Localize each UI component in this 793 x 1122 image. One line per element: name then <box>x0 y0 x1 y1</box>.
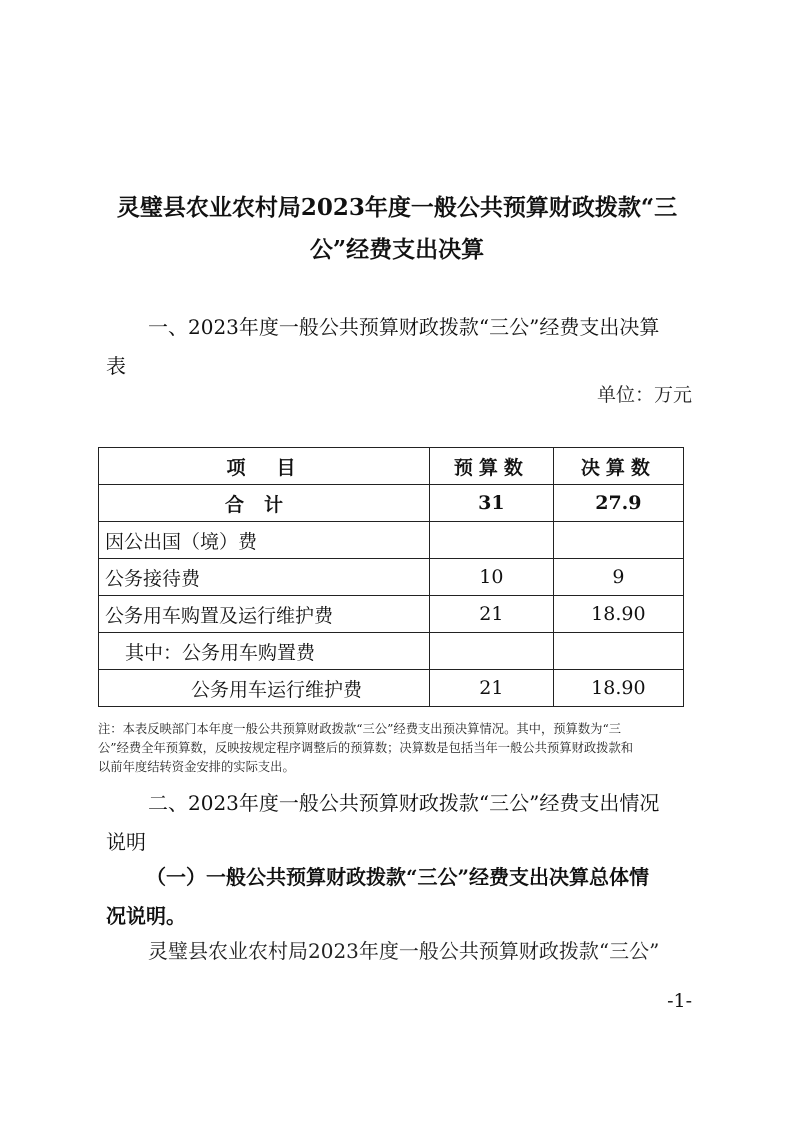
section-2-heading-line-2: 说明 <box>106 830 146 854</box>
table-note-line-1: 注：本表反映部门本年度一般公共预算财政拨款“三公”经费支出预决算情况。其中，预算数为“三 <box>98 722 622 736</box>
row-label: 公务用车购置及运行维护费 <box>99 596 430 633</box>
section-1-heading-line-1: 一、2023年度一般公共预算财政拨款“三公”经费支出决算 <box>148 315 660 339</box>
table-note-line-2: 公”经费全年预算数，反映按规定程序调整后的预算数；决算数是包括当年一般公共预算财政拨款和 <box>98 741 634 755</box>
row-budget: 21 <box>429 596 553 633</box>
document-title <box>100 187 694 271</box>
subsection-1-heading-line-1: （一）一般公共预算财政拨款“三公”经费支出决算总体情 <box>146 865 650 889</box>
row-final: 18.90 <box>553 596 683 633</box>
page-number: -1- <box>667 990 692 1012</box>
section-2-heading <box>106 784 696 862</box>
row-label: 公务用车运行维护费 <box>99 670 430 707</box>
table-row <box>99 559 684 596</box>
document-title-line-2: 公”经费支出决算 <box>309 236 485 263</box>
row-label: 公务接待费 <box>99 559 430 596</box>
section-1-heading-line-2: 表 <box>106 354 126 378</box>
row-budget <box>429 633 553 670</box>
row-final <box>553 522 683 559</box>
table-row <box>99 596 684 633</box>
table-row <box>99 670 684 707</box>
table-row-total <box>99 485 684 522</box>
unit-label: 单位：万元 <box>596 384 692 406</box>
row-final: 9 <box>553 559 683 596</box>
table-note-line-3: 以前年度结转资金安排的实际支出。 <box>98 760 295 774</box>
section-2-heading-line-1: 二、2023年度一般公共预算财政拨款“三公”经费支出情况 <box>148 791 660 815</box>
total-budget: 31 <box>429 485 553 522</box>
table-header-row <box>99 448 684 485</box>
header-final: 决算数 <box>553 448 683 485</box>
table-row <box>99 633 684 670</box>
row-label: 因公出国（境）费 <box>99 522 430 559</box>
table-note <box>98 720 688 777</box>
table-row <box>99 522 684 559</box>
row-final: 18.90 <box>553 670 683 707</box>
expenditure-table <box>98 447 684 707</box>
total-final: 27.9 <box>553 485 683 522</box>
row-budget: 21 <box>429 670 553 707</box>
subsection-1-heading <box>106 858 696 936</box>
row-final <box>553 633 683 670</box>
document-title-line-1: 灵璧县农业农村局2023年度一般公共预算财政拨款“三 <box>116 194 678 221</box>
body-paragraph-line-1: 灵璧县农业农村局2023年度一般公共预算财政拨款“三公” <box>148 939 660 963</box>
subsection-1-heading-line-2: 况说明。 <box>106 904 186 928</box>
total-label: 合计 <box>99 485 430 522</box>
header-item: 项 目 <box>99 448 430 485</box>
section-1-heading <box>106 308 696 386</box>
body-paragraph <box>106 932 696 971</box>
row-budget <box>429 522 553 559</box>
row-budget: 10 <box>429 559 553 596</box>
row-label: 其中：公务用车购置费 <box>99 633 430 670</box>
header-budget: 预算数 <box>429 448 553 485</box>
